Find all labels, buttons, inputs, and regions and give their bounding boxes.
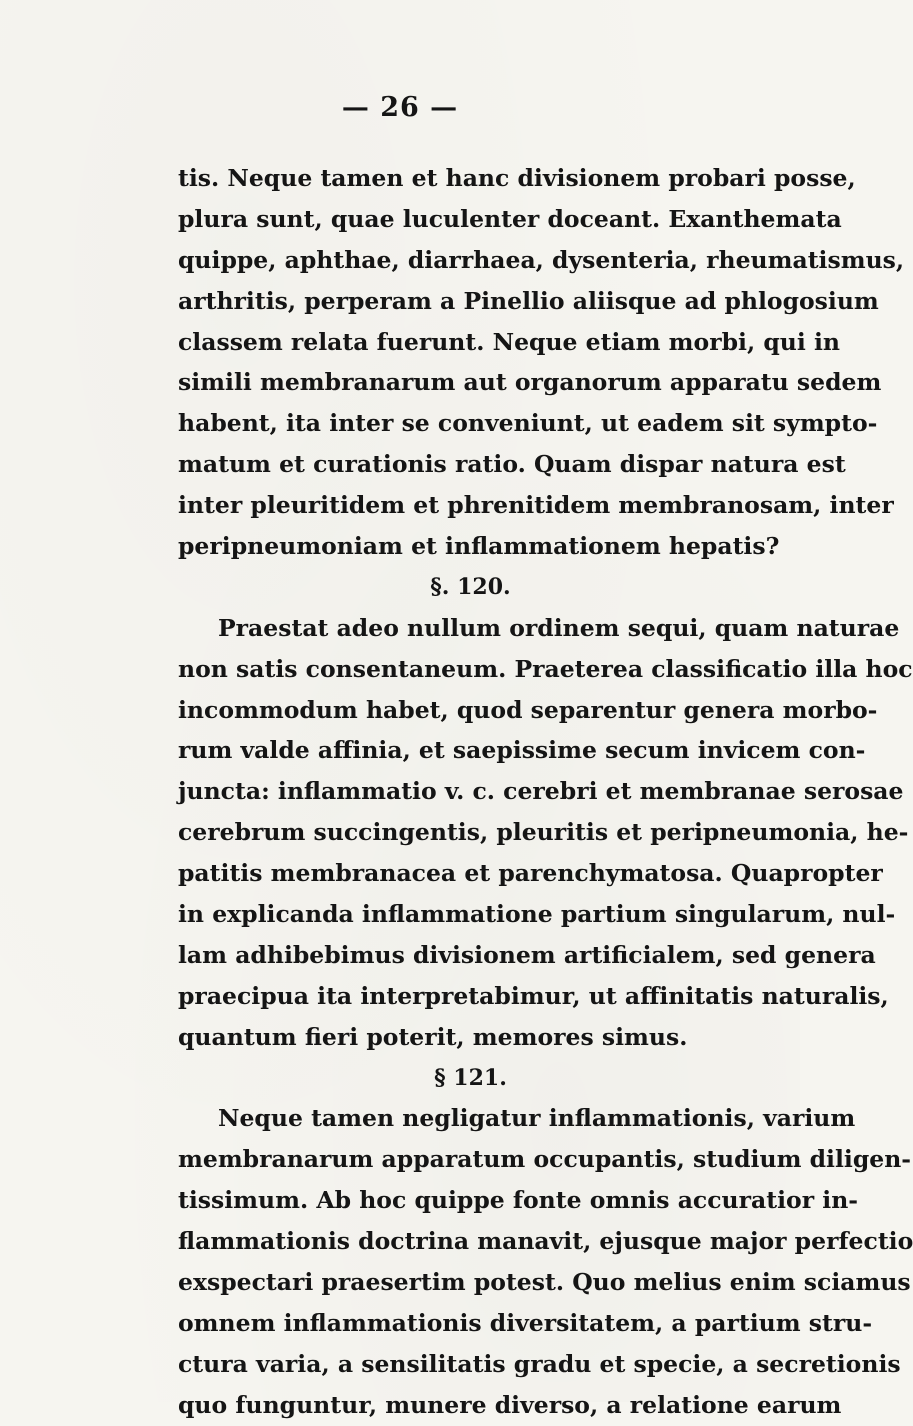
text-line: rum valde affinia, et saepissime secum invicem con- [178, 736, 866, 765]
text-line: in explicanda inflammatione partium singularum, nul- [178, 900, 896, 929]
text-line: tis. Neque tamen et hanc divisionem probari posse, [178, 164, 856, 192]
text-line: quo funguntur, munere diverso, a relatione earum [178, 1390, 842, 1419]
text-line: simili membranarum aut organorum apparatu sedem [178, 368, 882, 397]
text-line: Neque tamen negligatur inflammationis, varium [218, 1104, 856, 1133]
text-line: membranarum apparatum occupantis, studium diligen- [178, 1145, 912, 1174]
text-line: habent, ita inter se conveniunt, ut eadem sit sympto- [178, 409, 878, 438]
text-line: plura sunt, quae luculenter doceant. Exanthemata [178, 204, 842, 233]
text-line: quippe, aphthae, diarrhaea, dysenteria, rheumatismus, [178, 245, 905, 274]
text-line: classem relata fuerunt. Neque etiam morbi, qui in [178, 327, 840, 356]
text-line: patitis membranacea et parenchymatosa. Quapropter [178, 859, 883, 888]
text-line: juncta: inflammatio v. c. cerebri et membranae serosae [178, 777, 904, 806]
text-line: ctura varia, a sensilitatis gradu et specie, a secretionis [178, 1349, 901, 1378]
text-line: Praestat adeo nullum ordinem sequi, quam naturae [218, 613, 900, 642]
text-line: incommodum habet, quod separentur genera morbo- [178, 695, 878, 724]
text-line: peripneumoniam et inflammationem hepatis? [178, 532, 780, 561]
text-line: inter pleuritidem et phrenitidem membranosam, inter [178, 491, 894, 520]
text-line: flammationis doctrina manavit, ejusque major perfectio [178, 1227, 913, 1256]
text-line: matum et curationis ratio. Quam dispar natura est [178, 450, 846, 479]
text-line: arthritis, perperam a Pinellio aliisque ad phlogosium [178, 286, 879, 315]
text-line: cerebrum succingentis, pleuritis et peripneumonia, he- [178, 818, 909, 847]
text-line: exspectari praesertim potest. Quo melius enim sciamus [178, 1268, 911, 1297]
text-line: quantum fieri poterit, memores simus. [178, 1022, 688, 1051]
text-line: omnem inflammationis diversitatem, a partium stru- [178, 1308, 873, 1337]
body-text [178, 158, 913, 1426]
section-heading: § 121. [434, 1064, 507, 1091]
page-number: — 26 — [341, 92, 459, 123]
text-line: lam adhibebimus divisionem artificialem, sed genera [178, 940, 876, 969]
text-line: tissimum. Ab hoc quippe fonte omnis accuratior in- [178, 1186, 859, 1215]
section-heading: §. 120. [430, 573, 511, 600]
text-line: praecipua ita interpretabimur, ut affinitatis naturalis, [178, 981, 889, 1010]
text-line: non satis consentaneum. Praeterea classificatio illa hoc [178, 654, 913, 683]
